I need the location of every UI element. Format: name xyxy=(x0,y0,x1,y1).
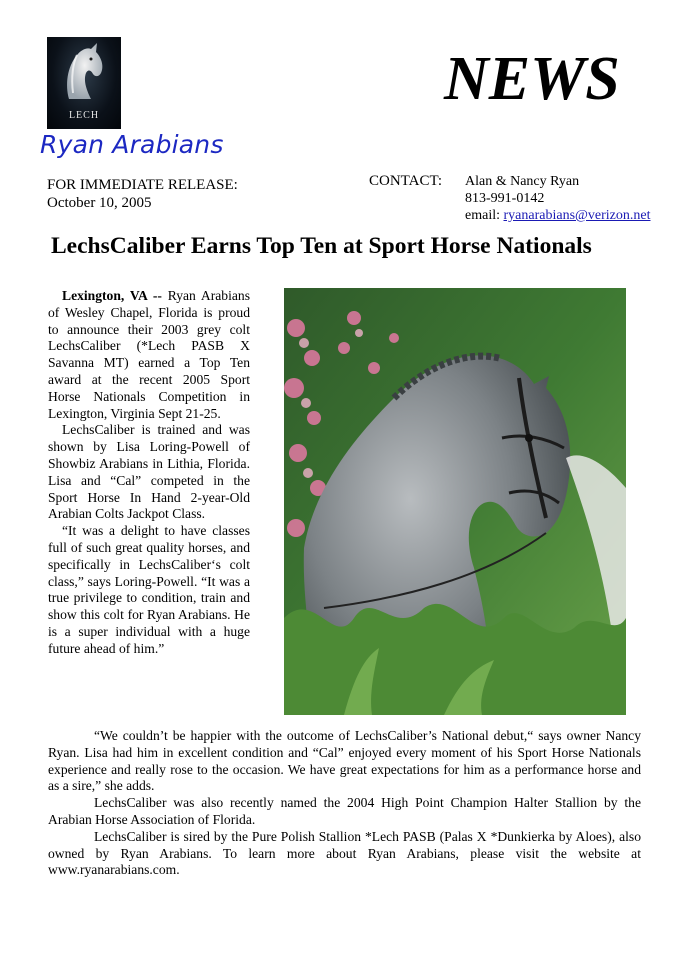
release-label: FOR IMMEDIATE RELEASE: xyxy=(47,177,238,193)
contact-label: CONTACT: xyxy=(369,173,443,189)
headline: LechsCaliber Earns Top Ten at Sport Horse Nationals xyxy=(51,233,592,259)
contact-phone: 813-991-0142 xyxy=(465,191,545,206)
email-label: email: xyxy=(465,208,500,223)
article-body xyxy=(48,728,641,879)
paragraph-4: “We couldn’t be happier with the outcome of LechsCaliber’s National debut,“ says owner Nancy Ryan. Lisa had him in excellent condition and “Cal” enjoyed every moment of his Sport Horse Nationals experience and really rose to the occasion. We have great expectations for him as a performance horse and as a sire,” she adds. xyxy=(48,728,641,794)
contact-name: Alan & Nancy Ryan xyxy=(465,174,580,189)
contact-block xyxy=(465,173,651,224)
email-link[interactable]: ryanarabians@verizon.net xyxy=(503,208,651,223)
release-date: October 10, 2005 xyxy=(47,195,152,211)
release-block xyxy=(47,176,238,212)
paragraph-5: LechsCaliber was also recently named the 2004 High Point Champion Halter Stallion by the Arabian Horse Association of Florida. xyxy=(48,795,641,827)
brand-name: Ryan Arabians xyxy=(40,130,224,159)
article-column xyxy=(48,288,250,658)
paragraph-1 xyxy=(48,288,250,422)
paragraph-6: LechsCaliber is sired by the Pure Polish Stallion *Lech PASB (Palas X *Dunkierka by Aloes), also owned by Ryan Arabians. To learn more about Ryan Arabians, please visit the website at www.ryanarabians.com. xyxy=(48,828,641,878)
horse-photo-image xyxy=(284,288,626,715)
logo-text: LECH xyxy=(68,110,100,121)
contact-email-line xyxy=(465,207,651,224)
dateline: Lexington, VA -- xyxy=(62,288,162,303)
paragraph-2: LechsCaliber is trained and was shown by Lisa Loring-Powell of Showbiz Arabians in Lithia, Florida. Lisa and “Cal” competed in the Sport Horse In Hand 2-year-Old Arabian Colts Jackpot Class. xyxy=(48,422,250,522)
ryan-arabians-logo xyxy=(47,37,121,129)
paragraph-1-text: Ryan Arabians of Wesley Chapel, Florida is proud to announce their 2003 grey colt LechsCaliber (*Lech PASB X Savanna MT) earned a Top Ten award at the recent 2005 Sport Horse Nationals Competition in Lexington, Virginia Sept 21-25. xyxy=(48,288,250,421)
news-title: NEWS xyxy=(444,45,620,113)
paragraph-3: “It was a delight to have classes full of such great quality horses, and specifically in LechsCaliber‘s colt class,” says Loring-Powell. “It was a true privilege to condition, train and show this colt for Ryan Arabians. He is a super individual with a huge future ahead of him.” xyxy=(48,523,250,656)
horse-photo xyxy=(284,288,626,715)
